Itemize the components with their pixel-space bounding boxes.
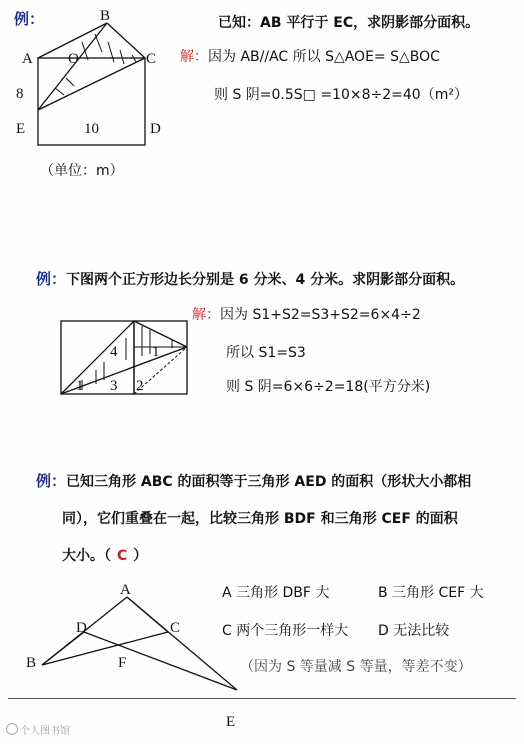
ex2-label-3: 3 [110,378,118,394]
example-1-solution-prefix: 解： [180,49,208,65]
ex2-label-1a: 1 [76,378,84,394]
example-3-option-a: A 三角形 DBF 大 [222,585,330,601]
example-1-solution-line-2: 则 S 阴=0.5S□ =10×8÷2=40（m²） [214,87,468,103]
example-2-solution-prefix: 解： [192,307,220,323]
example-1-problem: 已知：AB 平行于 EC，求阴影部分面积。 [218,15,480,31]
watermark-icon [6,723,18,735]
ex3-label-D: D [76,620,87,636]
watermark: 个人图书馆 [6,722,70,737]
example-1-unit-note: （单位：m） [40,163,124,179]
ex2-label-1b: 1 [152,344,160,360]
ex3-label-A: A [120,582,131,598]
example-3-option-c: C 两个三角形一样大 [222,623,349,639]
ex1-label-B: B [100,8,111,24]
ex1-label-10: 10 [84,121,99,137]
bottom-divider [8,698,516,699]
example-3-figure [0,0,260,744]
example-1-solution-line-1: 因为 AB//AC 所以 S△AOE= S△BOC [208,49,440,65]
example-2-solution-line-1: 因为 S1+S2=S3+S2=6×4÷2 [220,307,421,323]
ex3-label-B: B [26,655,37,671]
example-2-problem: 下图两个正方形边长分别是 6 分米、4 分米。求阴影部分面积。 [66,272,465,288]
example-2-tag: 例： [36,270,67,288]
ex1-label-A: A [22,51,33,67]
example-1-tag: 例： [14,10,45,28]
example-3-problem-line-2: 同），它们重叠在一起，比较三角形 BDF 和三角形 CEF 的面积 [62,511,458,527]
ex2-label-2: 2 [136,378,144,394]
ex1-label-O: O [68,51,79,67]
example-3-option-b: B 三角形 CEF 大 [378,585,484,601]
ex1-label-8: 8 [16,86,24,102]
ex3-label-C: C [170,620,181,636]
example-3-answer: C [117,548,128,564]
ex1-label-E: E [16,121,26,137]
example-3-problem-line-3-end: ） [133,548,148,564]
ex1-label-D: D [150,121,161,137]
example-3-tag: 例： [36,472,67,490]
example-3-problem-line-3: 大小。（ [62,548,111,564]
ex3-label-E: E [226,714,236,730]
example-3-option-d: D 无法比较 [378,623,450,639]
example-2-solution-line-3: 则 S 阴=6×6÷2=18(平方分米) [226,379,431,395]
ex2-label-4: 4 [110,344,118,360]
example-2-solution-line-2: 所以 S1=S3 [226,345,306,361]
example-3-problem-line-1: 已知三角形 ABC 的面积等于三角形 AED 的面积（形状大小都相 [66,474,472,490]
ex1-label-C: C [146,51,157,67]
example-3-reason: （因为 S 等量减 S 等量，等差不变） [240,659,472,675]
ex3-label-F: F [118,655,127,671]
